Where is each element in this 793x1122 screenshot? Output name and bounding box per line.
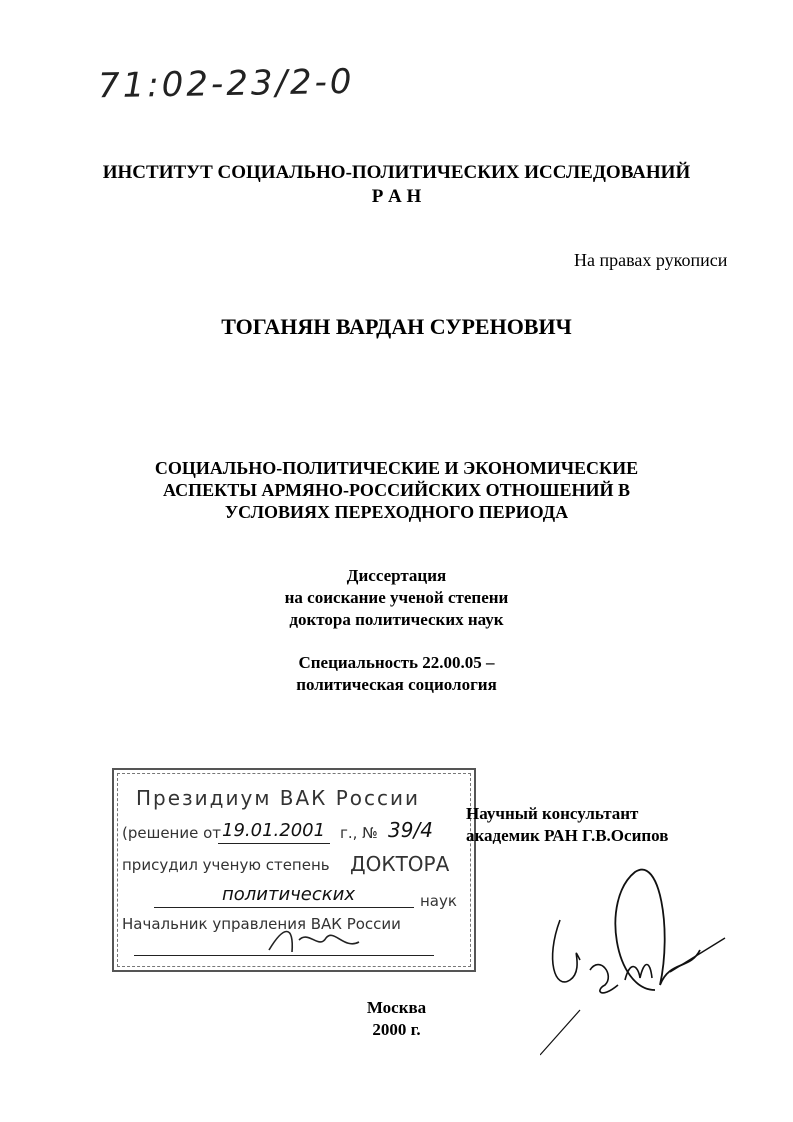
year: 2000 г. bbox=[372, 1020, 421, 1039]
stamp-field-suffix: наук bbox=[420, 892, 457, 910]
stamp-date-underline bbox=[218, 843, 330, 844]
institute-name: ИНСТИТУТ СОЦИАЛЬНО-ПОЛИТИЧЕСКИХ ИССЛЕДОВАНИЙ bbox=[102, 162, 691, 183]
stamp-decision-number: 39/4 bbox=[388, 818, 433, 842]
degree-line-1: Диссертация bbox=[346, 566, 447, 585]
stamp-official: Начальник управления ВАК России bbox=[122, 915, 401, 933]
consultant-name: академик РАН Г.В.Осипов bbox=[466, 826, 669, 845]
manuscript-rights: На правах рукописи bbox=[574, 250, 728, 270]
dissertation-title-line-2: АСПЕКТЫ АРМЯНО-РОССИЙСКИХ ОТНОШЕНИЙ В bbox=[163, 480, 630, 500]
stamp-signature-underline bbox=[134, 955, 434, 956]
author-name: ТОГАНЯН ВАРДАН СУРЕНОВИЧ bbox=[221, 314, 572, 339]
stamp-year-suffix: г., № bbox=[340, 824, 378, 842]
specialty-line-2: политическая социология bbox=[296, 675, 497, 694]
archive-code: 71:02-23/2-0 bbox=[97, 61, 355, 107]
stamp-field-underline bbox=[154, 907, 414, 908]
degree-line-2: на соискание ученой степени bbox=[284, 588, 509, 607]
specialty-line-1: Специальность 22.00.05 – bbox=[298, 653, 495, 672]
stamp-decision-prefix: (решение от bbox=[122, 824, 222, 842]
stamp-field-handwritten: политических bbox=[222, 884, 355, 905]
stamp-header: Президиум ВАК России bbox=[136, 786, 421, 810]
city: Москва bbox=[366, 998, 427, 1017]
institute-abbreviation: Р А Н bbox=[371, 186, 422, 207]
consultant-label: Научный консультант bbox=[466, 804, 639, 823]
degree-line-3: доктора политических наук bbox=[289, 610, 504, 629]
stamp-signature bbox=[264, 920, 384, 960]
stamp-decision-date: 19.01.2001 bbox=[222, 820, 326, 841]
dissertation-title-line-1: СОЦИАЛЬНО-ПОЛИТИЧЕСКИЕ И ЭКОНОМИЧЕСКИЕ bbox=[154, 458, 639, 478]
stamp-degree-level: ДОКТОРА bbox=[350, 852, 450, 876]
dissertation-title-line-3: УСЛОВИЯХ ПЕРЕХОДНОГО ПЕРИОДА bbox=[224, 502, 569, 522]
vak-stamp bbox=[112, 768, 476, 972]
stamp-awarded: присудил ученую степень bbox=[122, 856, 330, 874]
